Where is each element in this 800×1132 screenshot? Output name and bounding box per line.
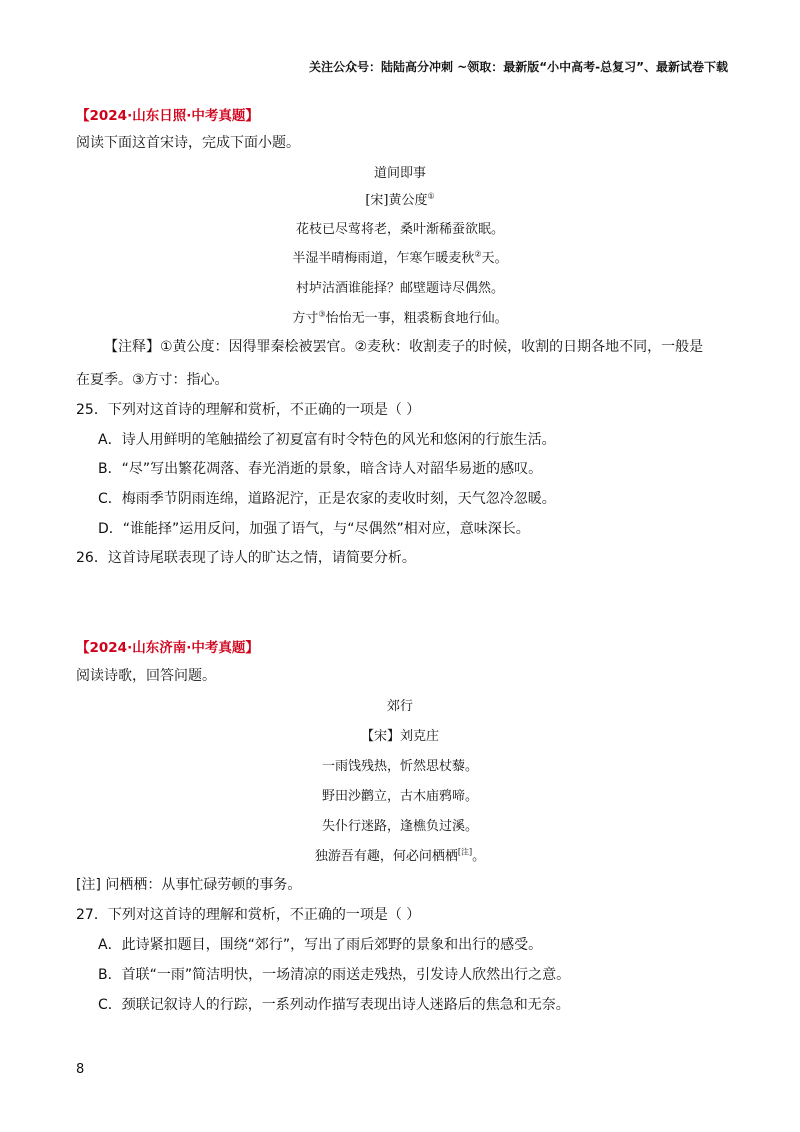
- poem-line: 半湿半晴梅雨道，乍寒乍暖麦秋②天。: [292, 249, 508, 266]
- q25-option-b: B．“尽”写出繁花凋落、春光消逝的景象，暗含诗人对韶华易逝的感叹。: [98, 461, 543, 477]
- poem-line: 村垆沽酒谁能择？邮壁题诗尽偶然。: [295, 281, 504, 296]
- page-number: 8: [76, 1062, 85, 1077]
- source-tag-rizhao: 【2024·山东日照·中考真题】: [76, 108, 259, 124]
- instruction-1: 阅读下面这首宋诗，完成下面小题。: [76, 135, 300, 151]
- q25-option-d: D．“谁能择”运用反问，加强了语气，与“尽偶然”相对应，意味深长。: [98, 521, 530, 537]
- page-header: 关注公众号：陆陆高分冲刺 ~领取：最新版“小中高考-总复习”、最新试卷下载: [309, 60, 728, 74]
- annotation-line-1: 【注释】①黄公度：因得罪秦桧被罢官。②麦秋：收割麦子的时候，收割的日期各地不同，一般是: [104, 339, 704, 355]
- instruction-2: 阅读诗歌，回答问题。: [76, 668, 216, 684]
- q27-option-c: C．颈联记叙诗人的行踪，一系列动作描写表现出诗人迷路后的焦急和无奈。: [98, 997, 570, 1013]
- annotation-2: [注] 问栖栖：从事忙碌劳顿的事务。: [76, 877, 302, 893]
- poem-line: 失仆行迷路，逢樵负过溪。: [321, 819, 478, 834]
- q27-option-b: B．首联“一雨”简洁明快，一场清凉的雨送走残热，引发诗人欣然出行之意。: [98, 967, 571, 983]
- q25-option-c: C．梅雨季节阴雨连绵，道路泥泞，正是农家的麦收时刻，天气忽冷忽暖。: [98, 491, 556, 507]
- poem-line: 花枝已尽莺将老，桑叶渐稀蚕欲眠。: [295, 222, 504, 237]
- poem-line: 野田沙鹳立，古木庙鸦啼。: [321, 789, 478, 804]
- source-tag-jinan: 【2024·山东济南·中考真题】: [76, 640, 259, 656]
- poem-line: 一雨饯残热，忻然思杖藜。: [321, 759, 478, 774]
- question-26: 26．这首诗尾联表现了诗人的旷达之情，请简要分析。: [76, 550, 416, 566]
- q27-option-a: A．此诗紧扣题目，围绕“郊行”，写出了雨后郊野的景象和出行的感受。: [98, 937, 543, 953]
- poem-author-2: 【宋】刘克庄: [360, 729, 439, 744]
- question-25: 25．下列对这首诗的理解和赏析，不正确的一项是（ ）: [76, 402, 421, 418]
- question-27: 27．下列对这首诗的理解和赏析，不正确的一项是（ ）: [76, 907, 421, 923]
- poem-title-2: 郊行: [386, 699, 413, 714]
- annotation-line-2: 在夏季。③方寸：指心。: [76, 372, 229, 388]
- poem-line: 方寸③怡怡无一事，粗裘粝食地行仙。: [292, 309, 508, 326]
- poem-author-1: [宋]黄公度①: [365, 191, 435, 208]
- q25-option-a: A．诗人用鲜明的笔触描绘了初夏富有时令特色的风光和悠闲的行旅生活。: [98, 432, 556, 448]
- poem-line: 独游吾有趣，何必问栖栖[注]。: [314, 847, 486, 864]
- poem-title-1: 道间即事: [373, 166, 426, 181]
